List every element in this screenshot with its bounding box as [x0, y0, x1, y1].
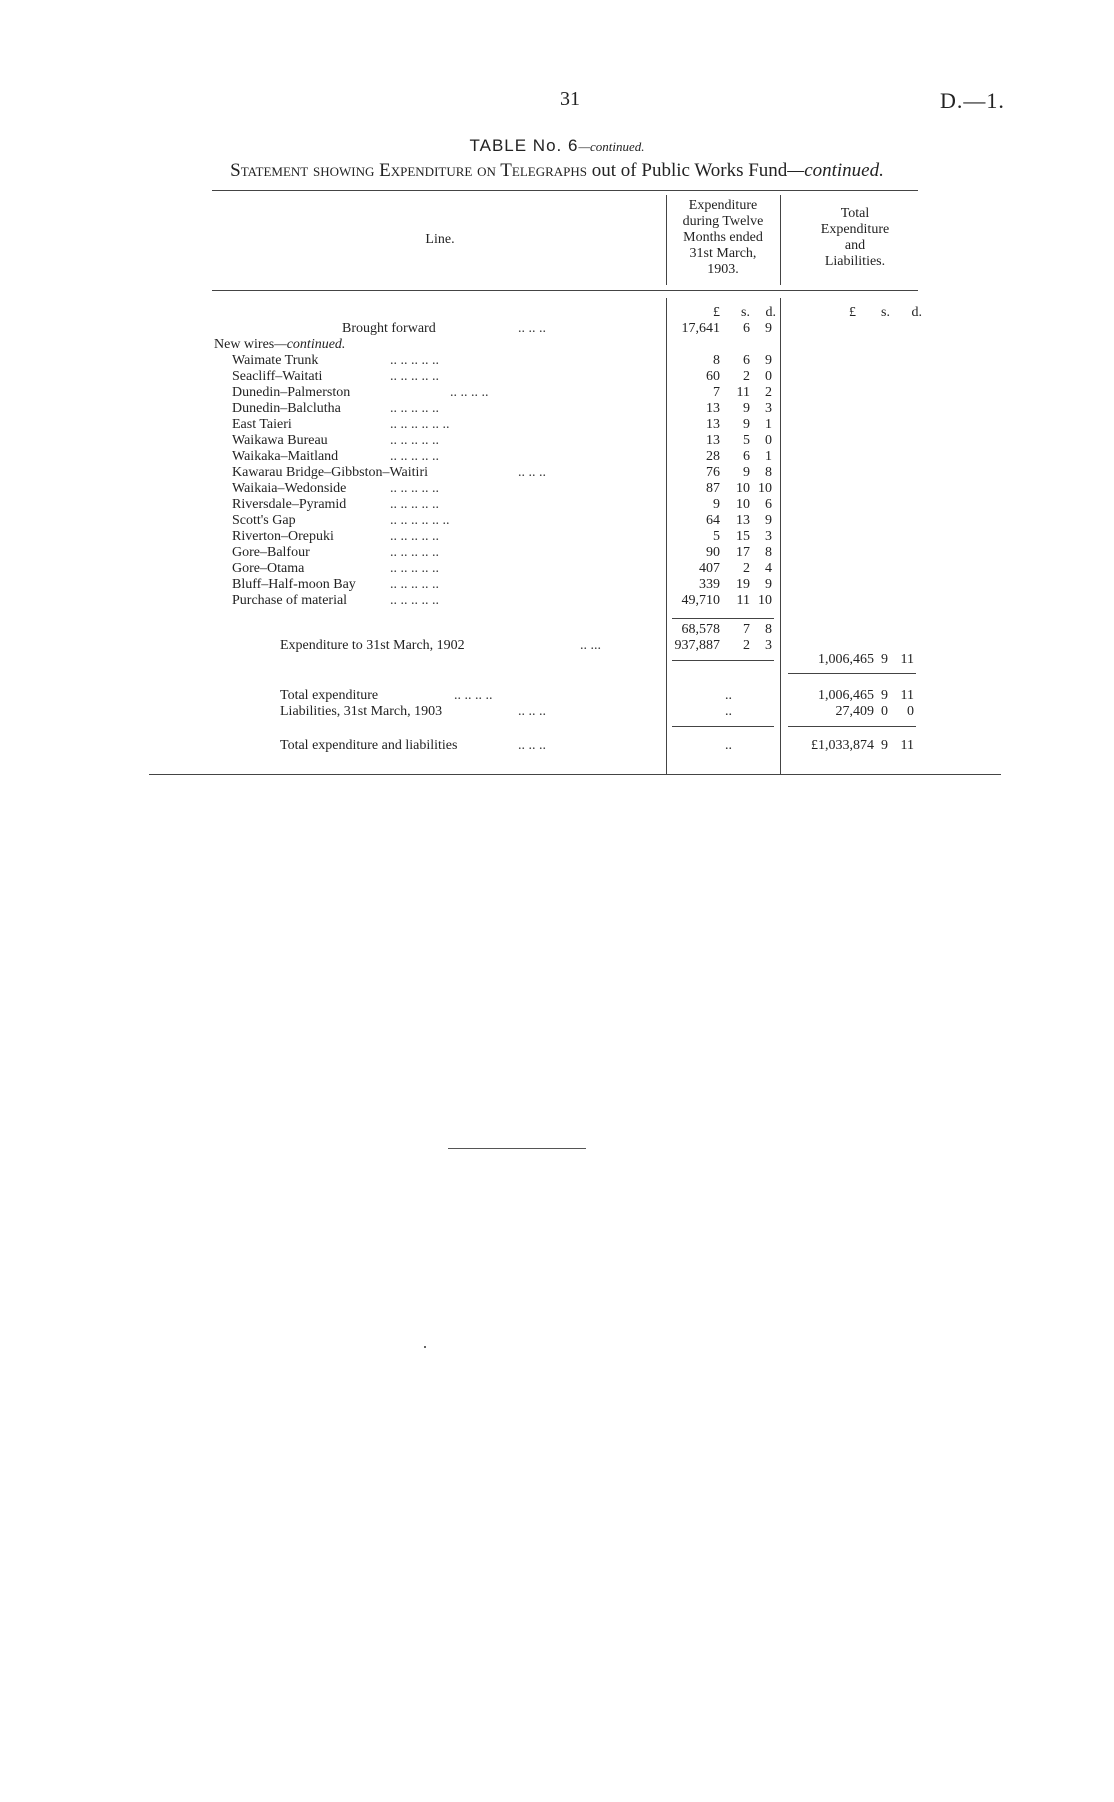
row-label: Waikawa Bureau — [232, 433, 328, 448]
total-line-3: and — [844, 238, 866, 253]
column-divider-header-1 — [666, 195, 667, 285]
total-pounds: 27,409 — [835, 704, 874, 719]
row-label: Seacliff–Waitati — [232, 369, 323, 384]
leader-dots: .. .. .. .. .. — [390, 577, 439, 592]
section-heading-continued: —continued. — [274, 337, 346, 352]
row-label: Waikaka–Maitland — [232, 449, 339, 464]
column-header-line: Line. — [425, 232, 455, 247]
table-title — [0, 136, 1114, 156]
amount-pence: 8 — [765, 622, 772, 637]
column-divider-1 — [666, 298, 667, 774]
amount-pence: 9 — [765, 577, 772, 592]
table-subtitle — [0, 160, 1114, 182]
amount-shillings: 2 — [743, 369, 750, 384]
exp12-line-2: during Twelve — [682, 214, 764, 229]
row-label: Gore–Balfour — [232, 545, 310, 560]
amount-pence: 0 — [765, 369, 772, 384]
row-label: Total expenditure and liabilities — [280, 738, 458, 753]
exp12-line-5: 1903. — [707, 262, 739, 277]
amount-shillings: 6 — [743, 353, 750, 368]
leader-dots: .. ... — [580, 638, 601, 653]
amount-pence: 9 — [765, 353, 772, 368]
total-line-4: Liabilities. — [824, 254, 886, 269]
amount-pence: 1 — [765, 449, 772, 464]
unit-shillings: s. — [741, 305, 750, 320]
liabilities-rule-right — [788, 726, 916, 727]
prior-rule — [672, 660, 774, 661]
section-heading — [214, 337, 345, 353]
print-speck — [424, 1346, 426, 1348]
column-header-total — [790, 206, 920, 270]
amount-pounds: 90 — [706, 545, 720, 560]
subtitle-smallcaps: Statement showing Expenditure on Telegraphs — [230, 160, 588, 181]
subtotal-rule — [672, 618, 774, 619]
page-number: 31 — [560, 88, 580, 110]
no-amount-dots: .. — [725, 704, 732, 719]
amount-pounds: 13 — [706, 417, 720, 432]
row-label: Brought forward — [342, 321, 436, 336]
column-divider-header-2 — [780, 195, 781, 285]
unit-pounds: £ — [713, 305, 720, 320]
liabilities-rule-left — [672, 726, 774, 727]
amount-pence: 8 — [765, 545, 772, 560]
total-pounds: £1,033,874 — [811, 738, 874, 753]
amount-pounds: 64 — [706, 513, 720, 528]
total-unit-pence: d. — [911, 305, 922, 320]
amount-pounds: 13 — [706, 433, 720, 448]
amount-shillings: 2 — [743, 561, 750, 576]
amount-pounds: 7 — [713, 385, 720, 400]
row-label: Kawarau Bridge–Gibbston–Waitiri — [232, 465, 428, 480]
leader-dots: .. .. .. .. .. .. — [390, 417, 450, 432]
row-label: Scott's Gap — [232, 513, 296, 528]
amount-shillings: 7 — [743, 622, 750, 637]
leader-dots: .. .. .. .. .. — [390, 529, 439, 544]
amount-pounds: 8 — [713, 353, 720, 368]
total-pence: 11 — [900, 652, 914, 667]
leader-dots: .. .. .. .. .. — [390, 561, 439, 576]
total-pence: 0 — [907, 704, 914, 719]
table-bottom-rule — [149, 774, 1001, 775]
amount-pence: 9 — [765, 513, 772, 528]
amount-shillings: 13 — [736, 513, 750, 528]
amount-shillings: 11 — [736, 593, 750, 608]
leader-dots: .. .. .. .. — [450, 385, 489, 400]
amount-shillings: 9 — [743, 417, 750, 432]
amount-shillings: 11 — [736, 385, 750, 400]
total-line-2: Expenditure — [820, 222, 890, 237]
leader-dots: .. .. .. .. .. — [390, 545, 439, 560]
exp12-line-3: Months ended — [683, 230, 763, 245]
amount-pounds: 49,710 — [681, 593, 720, 608]
amount-pounds: 9 — [713, 497, 720, 512]
total-pence: 11 — [900, 738, 914, 753]
leader-dots: .. .. .. .. .. — [390, 433, 439, 448]
leader-dots: .. .. .. .. .. .. — [390, 513, 450, 528]
amount-pence: 2 — [765, 385, 772, 400]
no-amount-dots: .. — [725, 688, 732, 703]
table-top-rule — [212, 190, 918, 191]
amount-shillings: 9 — [743, 465, 750, 480]
amount-shillings: 10 — [736, 497, 750, 512]
row-label: Riverton–Orepuki — [232, 529, 334, 544]
amount-pence: 9 — [765, 321, 772, 336]
amount-pounds: 339 — [699, 577, 720, 592]
row-label: Purchase of material — [232, 593, 348, 608]
total-shillings: 9 — [881, 738, 888, 753]
column-header-expenditure-12-months — [668, 198, 778, 278]
amount-pence: 10 — [758, 481, 772, 496]
amount-shillings: 6 — [743, 321, 750, 336]
leader-dots: .. .. .. .. — [454, 688, 493, 703]
amount-pence: 3 — [765, 638, 772, 653]
total-shillings: 9 — [881, 652, 888, 667]
row-label: East Taieri — [232, 417, 292, 432]
total-unit-shillings: s. — [881, 305, 890, 320]
leader-dots: .. .. .. — [518, 465, 546, 480]
amount-shillings: 15 — [736, 529, 750, 544]
amount-shillings: 10 — [736, 481, 750, 496]
amount-pence: 1 — [765, 417, 772, 432]
column-divider-2 — [780, 298, 781, 774]
amount-shillings: 19 — [736, 577, 750, 592]
leader-dots: .. .. .. .. .. — [390, 497, 439, 512]
leader-dots: .. .. .. — [518, 704, 546, 719]
total-unit-pounds: £ — [849, 305, 856, 320]
unit-pence: d. — [765, 305, 776, 320]
row-label: Dunedin–Palmerston — [232, 385, 351, 400]
amount-pounds: 13 — [706, 401, 720, 416]
amount-pounds: 17,641 — [681, 321, 720, 336]
document-reference: D.—1. — [940, 88, 1005, 113]
row-label: Dunedin–Balclutha — [232, 401, 341, 416]
amount-pounds: 5 — [713, 529, 720, 544]
row-label: Gore–Otama — [232, 561, 305, 576]
amount-shillings: 5 — [743, 433, 750, 448]
amount-pence: 0 — [765, 433, 772, 448]
leader-dots: .. .. .. .. .. — [390, 369, 439, 384]
leader-dots: .. .. .. .. .. — [390, 401, 439, 416]
total-shillings: 0 — [881, 704, 888, 719]
section-heading-label: New wires — [214, 337, 275, 352]
leader-dots: .. .. .. .. .. — [390, 353, 439, 368]
leader-dots: .. .. .. .. .. — [390, 449, 439, 464]
amount-shillings: 9 — [743, 401, 750, 416]
amount-pounds: 60 — [706, 369, 720, 384]
amount-pence: 3 — [765, 401, 772, 416]
amount-pounds: 937,887 — [674, 638, 720, 653]
row-label: Riversdale–Pyramid — [232, 497, 347, 512]
row-label: Liabilities, 31st March, 1903 — [280, 704, 443, 719]
amount-pounds: 28 — [706, 449, 720, 464]
total-column-rule — [788, 673, 916, 674]
total-pence: 11 — [900, 688, 914, 703]
amount-pence: 4 — [765, 561, 772, 576]
total-shillings: 9 — [881, 688, 888, 703]
leader-dots: .. .. .. — [518, 321, 546, 336]
header-bottom-rule — [212, 290, 918, 291]
total-pounds: 1,006,465 — [818, 688, 874, 703]
amount-pence: 10 — [758, 593, 772, 608]
amount-pounds: 407 — [699, 561, 720, 576]
leader-dots: .. .. .. .. .. — [390, 593, 439, 608]
table-continued: —continued. — [578, 139, 645, 154]
table-number: TABLE No. 6 — [469, 136, 579, 155]
amount-pounds: 76 — [706, 465, 720, 480]
exp12-line-1: Expenditure — [688, 198, 758, 213]
amount-shillings: 17 — [736, 545, 750, 560]
total-line-1: Total — [840, 206, 870, 221]
amount-pounds: 87 — [706, 481, 720, 496]
amount-pence: 8 — [765, 465, 772, 480]
amount-pounds: 68,578 — [681, 622, 720, 637]
row-label: Expenditure to 31st March, 1902 — [280, 638, 465, 653]
amount-pence: 3 — [765, 529, 772, 544]
total-pounds: 1,006,465 — [818, 652, 874, 667]
leader-dots: .. .. .. — [518, 738, 546, 753]
footer-rule — [448, 1148, 586, 1149]
no-amount-dots: .. — [725, 738, 732, 753]
row-label: Bluff–Half-moon Bay — [232, 577, 356, 592]
exp12-line-4: 31st March, — [689, 246, 757, 261]
subtitle-continued: —continued. — [787, 160, 884, 181]
amount-shillings: 2 — [743, 638, 750, 653]
amount-shillings: 6 — [743, 449, 750, 464]
leader-dots: .. .. .. .. .. — [390, 481, 439, 496]
row-label: Waikaia–Wedonside — [232, 481, 347, 496]
row-label: Waimate Trunk — [232, 353, 319, 368]
subtitle-text: out of Public Works Fund — [587, 160, 788, 181]
amount-pence: 6 — [765, 497, 772, 512]
row-label: Total expenditure — [280, 688, 379, 703]
